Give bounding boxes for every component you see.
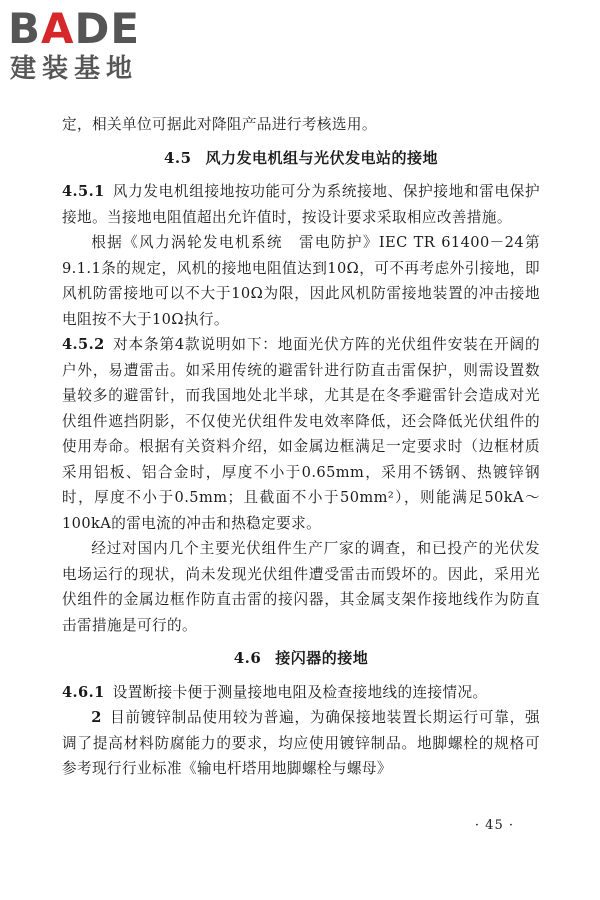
clause-4-5-1-paragraph-2: 根据《风力涡轮发电机系统 雷电防护》IEC TR 61400－24第9.1.1条的规定，风机的接地电阻值达到10Ω，可不再考虑外引接地，即风机防雷接地可以不大于10Ω为限，因此风机防雷接地装置的冲击接地电阻按不大于10Ω执行。 bbox=[62, 234, 540, 328]
clause-text: 风力发电机组接地按功能可分为系统接地、保护接地和雷电保护接地。当接地电阻值超出允许值时，按设计要求采取相应改善措施。 bbox=[62, 183, 540, 226]
logo-subtitle: 建装基地 bbox=[10, 54, 139, 84]
logo-accent-letter: A bbox=[41, 4, 75, 53]
clause-number: 4.6.1 bbox=[62, 683, 105, 701]
clause-4-6-1 bbox=[62, 680, 540, 706]
section-number: 4.5 bbox=[163, 148, 192, 167]
logo-wordmark: BADE bbox=[8, 4, 141, 53]
clause-4-5-1 bbox=[62, 179, 540, 230]
clause-text: 设置断接卡便于测量接地电阻及检查接地线的连接情况。 bbox=[112, 683, 488, 701]
section-4-6-heading bbox=[62, 646, 540, 672]
page-number: · 45 · bbox=[474, 818, 514, 833]
clause-4-5-2 bbox=[62, 332, 540, 536]
section-4-5-heading bbox=[62, 146, 540, 172]
section-number: 4.6 bbox=[233, 649, 262, 667]
item-number: 2 bbox=[91, 709, 102, 726]
clause-number: 4.5.2 bbox=[62, 336, 105, 353]
intro-paragraph: 定，相关单位可据此对降阻产品进行考核选用。 bbox=[62, 116, 377, 133]
section-title: 接闪器的接地 bbox=[275, 649, 369, 667]
section-title: 风力发电机组与光伏发电站的接地 bbox=[205, 148, 439, 167]
clause-text: 对本条第4款说明如下：地面光伏方阵的光伏组件安装在开阔的户外，易遭雷击。如采用传统的避雷针进行防直击雷保护，则需设置数量较多的避雷针，而我国地处北半球，尤其是在冬季避雷针会造成对光伏组件遮挡阴影，不仅使光伏组件发电效率降低，还会降低光伏组件的使用寿命。根据有关资料介绍，如金属边框满足一定要求时（边框材质采用铝板、铝合金时，厚度不小于0.65mm，采用不锈钢、热镀锌钢时，厚度不小于0.5mm；且截面不小于50mm²），则能满足50kA～100kA的雷电流的冲击和热稳定要求。 bbox=[62, 336, 540, 532]
clause-4-6-1-item-2 bbox=[62, 705, 540, 782]
clause-number: 4.5.1 bbox=[62, 183, 105, 200]
page-content bbox=[62, 112, 540, 782]
item-text: 目前镀锌制品使用较为普遍，为确保接地装置长期运行可靠，强调了提高材料防腐能力的要求，均应使用镀锌制品。地脚螺栓的规格可参考现行行业标准《输电杆塔用地脚螺栓与螺母》 bbox=[62, 709, 540, 777]
bade-logo bbox=[8, 6, 178, 88]
clause-4-5-2-paragraph-2: 经过对国内几个主要光伏组件生产厂家的调查，和已投产的光伏发电场运行的现状，尚未发现光伏组件遭受雷击而毁坏的。因此，采用光伏组件的金属边框作防直击雷的接闪器，其金属支架作接地线作为防直击雷措施是可行的。 bbox=[62, 540, 540, 634]
